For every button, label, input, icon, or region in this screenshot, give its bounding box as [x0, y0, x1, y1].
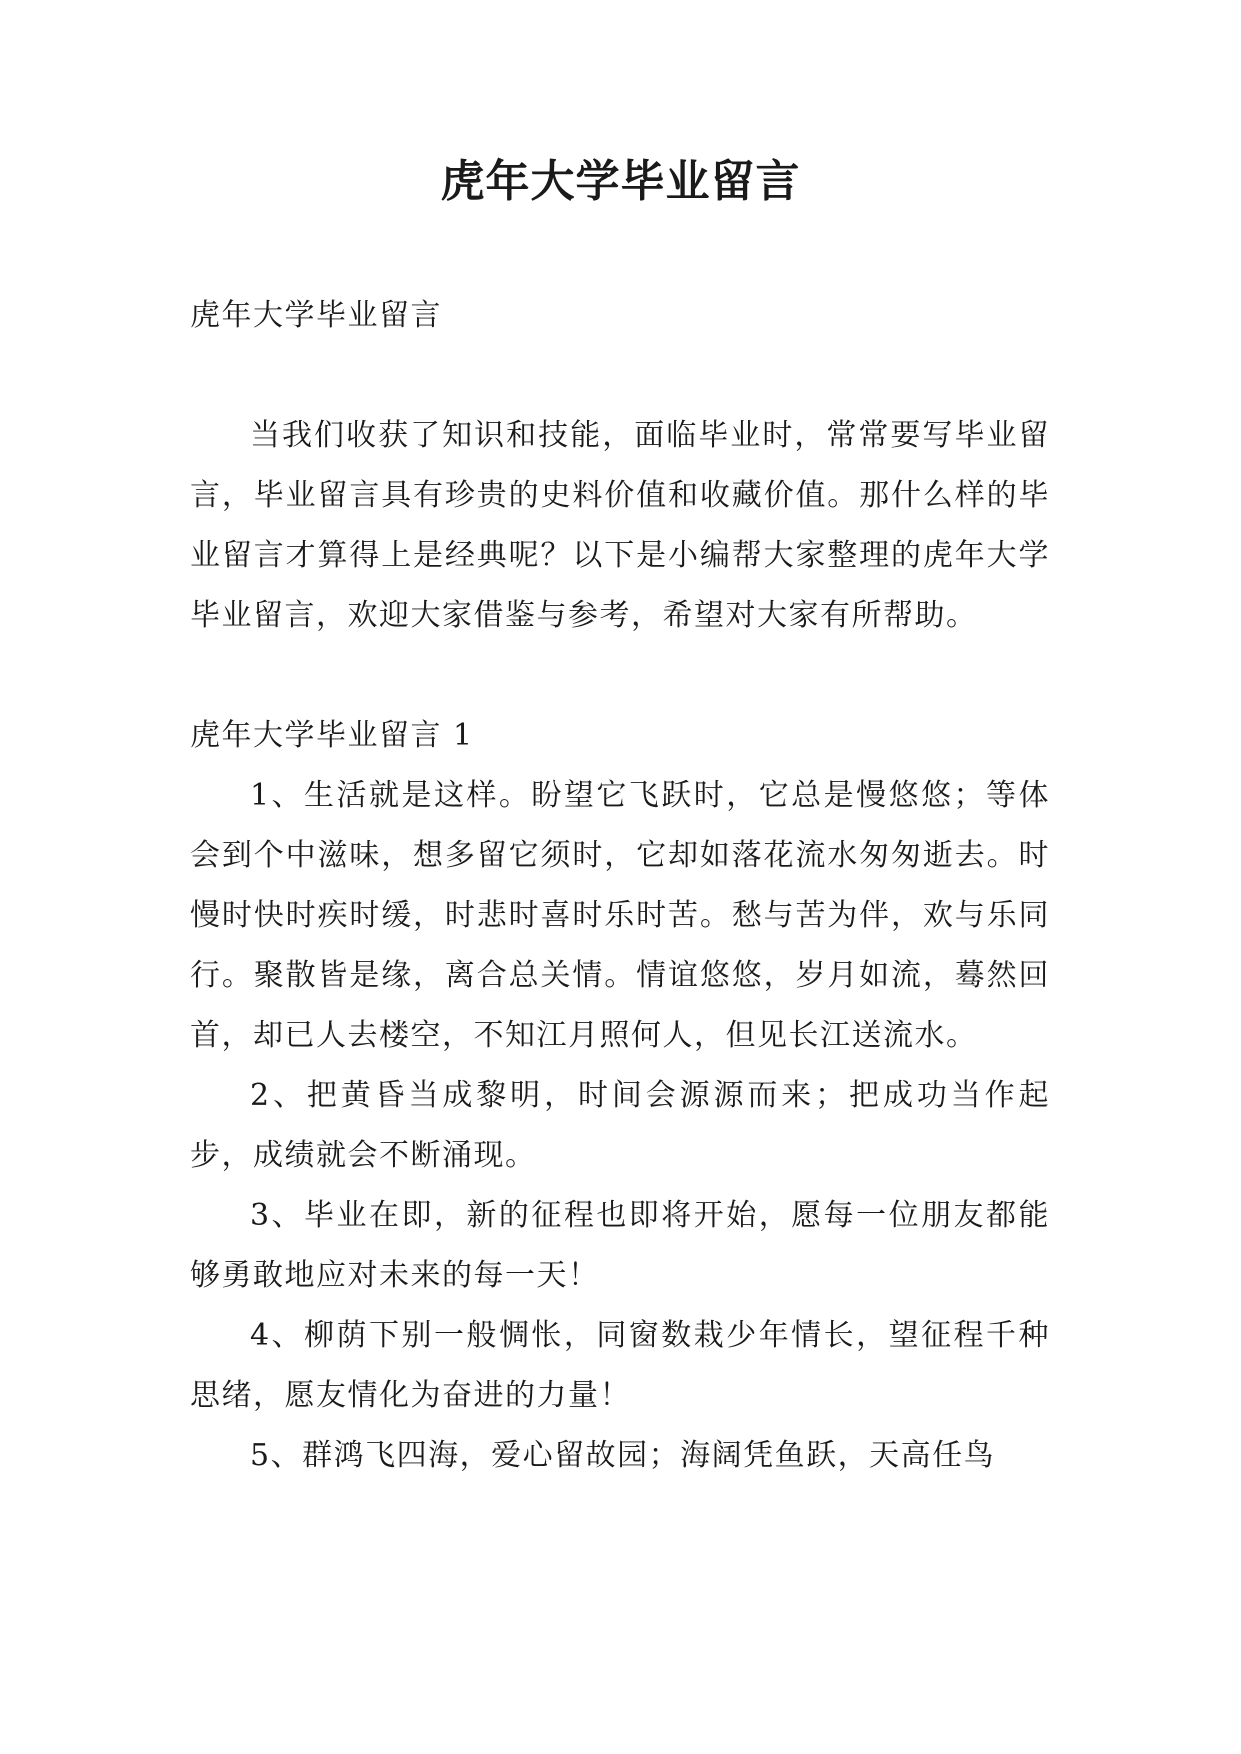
- intro-paragraph: 当我们收获了知识和技能，面临毕业时，常常要写毕业留言，毕业留言具有珍贵的史料价值和收藏价值。那什么样的毕业留言才算得上是经典呢？以下是小编帮大家整理的虎年大学毕业留言，欢迎大家借鉴与参考，希望对大家有所帮助。: [190, 418, 1050, 633]
- list-item: 2、把黄昏当成黎明，时间会源源而来；把成功当作起步，成绩就会不断涌现。: [190, 1078, 1050, 1173]
- list-item: 1、生活就是这样。盼望它飞跃时，它总是慢悠悠；等体会到个中滋味，想多留它须时，它却如落花流水匆匆逝去。时慢时快时疾时缓，时悲时喜时乐时苦。愁与苦为伴，欢与乐同行。聚散皆是缘，离合总关情。情谊悠悠，岁月如流，蓦然回首，却已人去楼空，不知江月照何人，但见长江送流水。: [190, 778, 1050, 1053]
- document-body: [190, 286, 1050, 1486]
- section-heading: 虎年大学毕业留言 1: [190, 718, 474, 753]
- list-item: 4、柳荫下别一般惆怅，同窗数栽少年情长，望征程千种思绪，愿友情化为奋进的力量！: [190, 1318, 1050, 1413]
- list-item: 5、群鸿飞四海，爱心留故园；海阔凭鱼跃，天高任鸟: [250, 1438, 996, 1473]
- subtitle: 虎年大学毕业留言: [190, 298, 442, 333]
- document-title: 虎年大学毕业留言: [440, 156, 801, 207]
- list-item: 3、毕业在即，新的征程也即将开始，愿每一位朋友都能够勇敢地应对未来的每一天！: [190, 1198, 1050, 1293]
